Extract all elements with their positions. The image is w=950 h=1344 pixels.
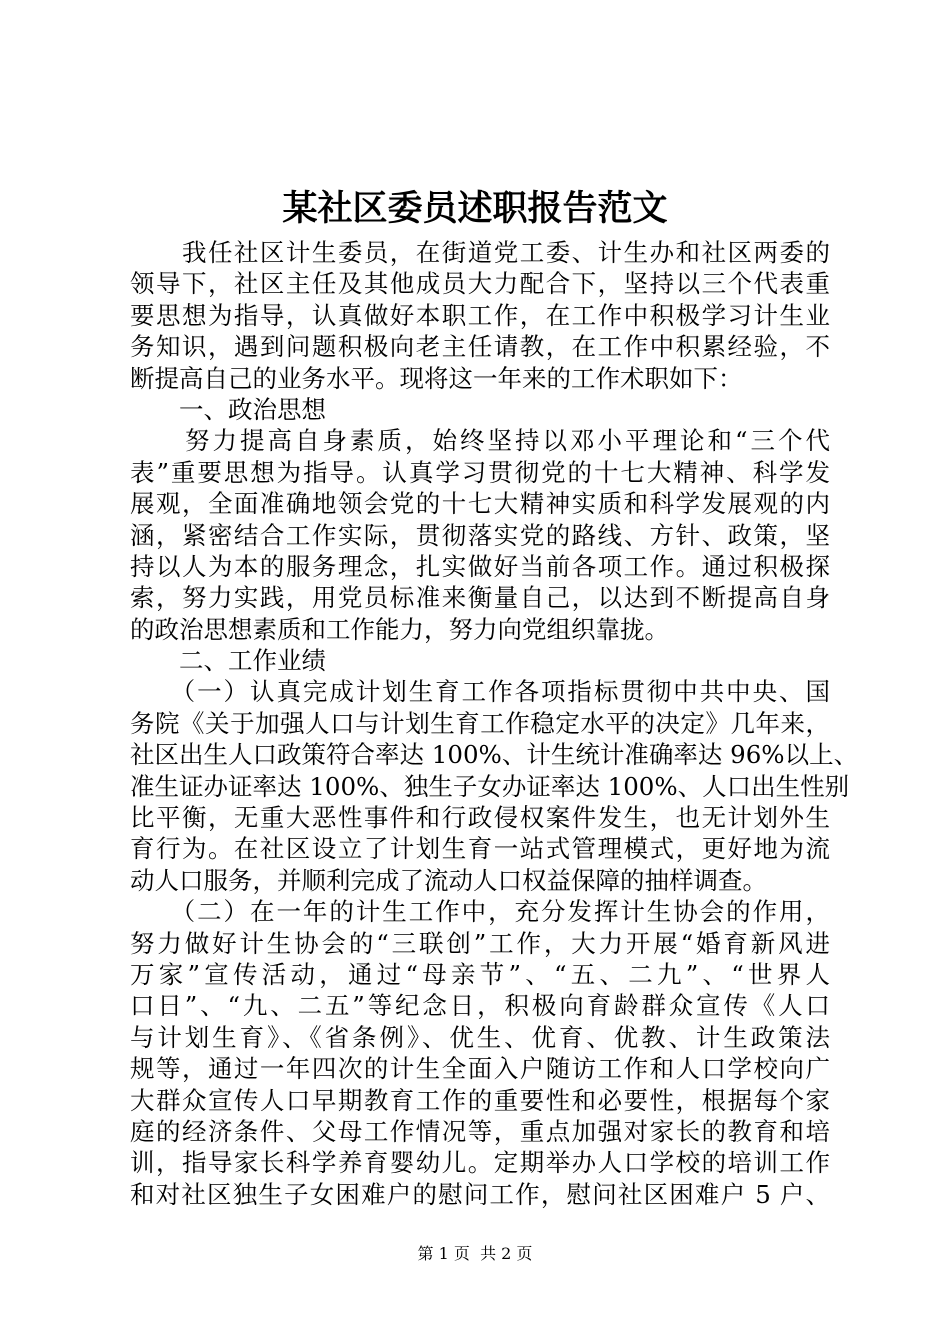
- text-line: 大群众宣传人口早期教育工作的重要性和必要性，根据每个家: [130, 1085, 830, 1115]
- text-line: 二、工作业绩: [130, 646, 326, 676]
- text-line: 展观，全面准确地领会党的十七大精神实质和科学发展观的内: [130, 489, 830, 519]
- text-line: 务院《关于加强人口与计划生育工作稳定水平的决定》几年来，: [130, 708, 830, 738]
- document-title: 某社区委员述职报告范文: [282, 188, 668, 229]
- text-line: 我任社区计生委员，在街道党工委、计生办和社区两委的: [130, 238, 830, 267]
- text-line: 准生证办证率达 100%、独生子女办证率达 100%、人口出生性别: [130, 771, 850, 801]
- text-line: 表”重要思想为指导。认真学习贯彻党的十七大精神、科学发: [130, 457, 830, 487]
- document-body: [130, 237, 859, 1210]
- text-line: 育行为。在社区设立了计划生育一站式管理模式，更好地为流: [130, 834, 830, 864]
- text-line: 断提高自己的业务水平。现将这一年来的工作术职如下：: [130, 363, 743, 393]
- text-line: 比平衡，无重大恶性事件和行政侵权案件发生，也无计划外生: [130, 803, 830, 833]
- text-line: 索，努力实践，用党员标准来衡量自己，以达到不断提高自身: [130, 583, 830, 613]
- text-line: 务知识，遇到问题积极向老主任请教，在工作中积累经验，不: [130, 332, 830, 362]
- text-line: 努力提高自身素质，始终坚持以邓小平理论和“三个代: [130, 426, 830, 456]
- text-line: 训，指导家长科学养育婴幼儿。定期举办人口学校的培训工作: [130, 1148, 830, 1178]
- text-line: 动人口服务，并顺利完成了流动人口权益保障的抽样调查。: [130, 865, 767, 895]
- text-line: 的政治思想素质和工作能力，努力向党组织靠拢。: [130, 614, 669, 644]
- page-footer: 第 1 页 共 2 页: [417, 1244, 533, 1263]
- text-line: 努力做好计生协会的“三联创”工作，大力开展“婚育新风进: [130, 928, 830, 958]
- text-line: 领导下，社区主任及其他成员大力配合下，坚持以三个代表重: [130, 269, 830, 299]
- text-line: 一、政治思想: [130, 394, 326, 424]
- text-line: 万家”宣传活动，通过“母亲节”、“五、二九”、“世界人: [130, 959, 830, 989]
- text-line: 规等，通过一年四次的计生全面入户随访工作和人口学校向广: [130, 1054, 830, 1084]
- text-line: 社区出生人口政策符合率达 100%、计生统计准确率达 96%以上、: [130, 740, 859, 770]
- text-line: （一）认真完成计划生育工作各项指标贯彻中共中央、国: [130, 677, 830, 707]
- text-line: （二）在一年的计生工作中，充分发挥计生协会的作用，: [130, 897, 830, 927]
- text-line: 口日”、“九、二五”等纪念日，积极向育龄群众宣传《人口: [130, 991, 830, 1021]
- text-line: 涵，紧密结合工作实际，贯彻落实党的路线、方针、政策，坚: [130, 520, 830, 550]
- text-line: 要思想为指导，认真做好本职工作，在工作中积极学习计生业: [130, 300, 830, 330]
- text-line: 庭的经济条件、父母工作情况等，重点加强对家长的教育和培: [130, 1116, 830, 1146]
- text-line: 和对社区独生子女困难户的慰问工作，慰问社区困难户 5 户、: [130, 1179, 830, 1209]
- text-line: 持以人为本的服务理念，扎实做好当前各项工作。通过积极探: [130, 551, 830, 581]
- text-line: 与计划生育》、《省条例》、优生、优育、优教、计生政策法: [130, 1022, 830, 1052]
